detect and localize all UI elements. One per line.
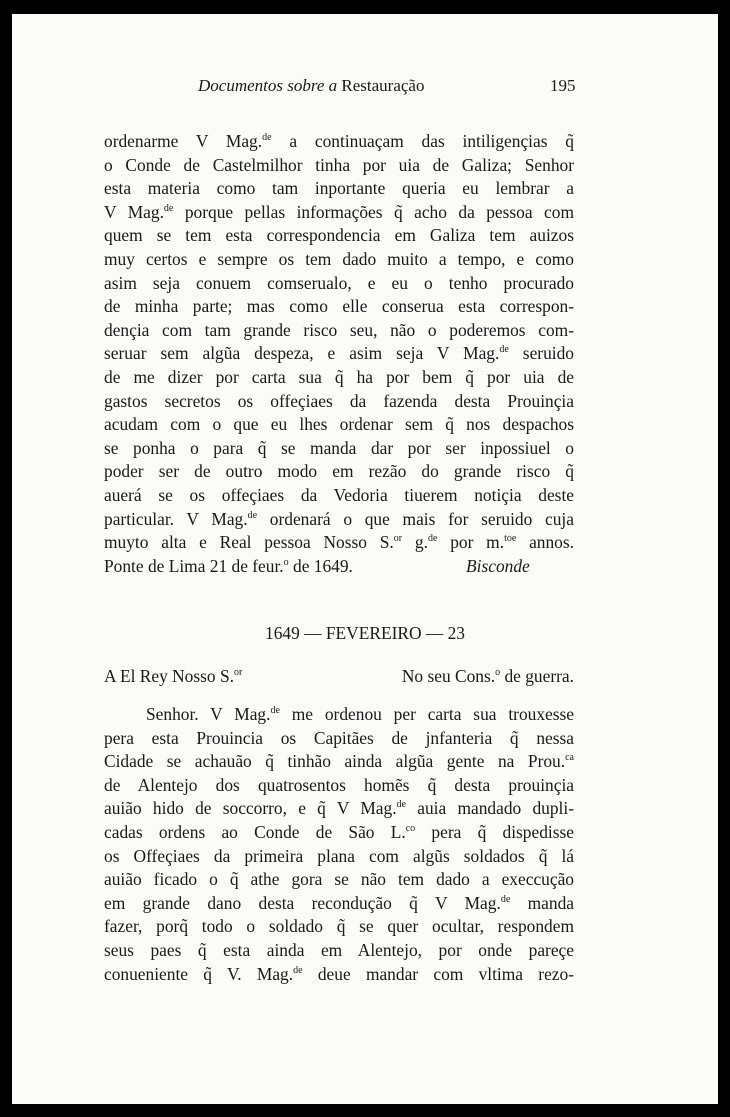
text-run: seruar sem algũa despeza, e asim seja V Mag. bbox=[104, 343, 500, 364]
superscript: de bbox=[163, 202, 174, 214]
text-line bbox=[104, 319, 574, 343]
text-line bbox=[104, 797, 574, 821]
text-line bbox=[104, 845, 574, 869]
text-run: Ponte de Lima 21 de feur. bbox=[104, 555, 284, 576]
text-line bbox=[104, 413, 574, 437]
superscript: de bbox=[247, 509, 258, 521]
text-run: por m. bbox=[437, 532, 505, 553]
superscript: de bbox=[293, 964, 303, 976]
text-run: de guerra. bbox=[500, 666, 574, 686]
text-run: Cidade se achauão q̃ tinhão ainda algũa gente na Prou. bbox=[104, 751, 566, 772]
text-line bbox=[104, 531, 574, 555]
text-run: particular. V Mag. bbox=[104, 508, 248, 529]
text-line bbox=[104, 727, 574, 751]
text-line bbox=[104, 366, 574, 390]
text-run: A El Rey Nosso S. bbox=[104, 666, 234, 686]
text-run: deue mandar com vltima rezo- bbox=[302, 963, 574, 984]
text-run: poder ser de outro modo em rezão do grande risco q̃ bbox=[104, 461, 574, 482]
running-title-italic: Documentos sobre a bbox=[198, 76, 338, 95]
text-run: o Conde de Castelmilhor tinha por uia de Galiza; Senhor bbox=[104, 154, 574, 175]
text-line bbox=[104, 508, 574, 532]
text-run: asim seja conuem comserualo, e eu o tenho procurado bbox=[104, 272, 574, 293]
text-run: V Mag. bbox=[104, 201, 164, 222]
superscript: toe bbox=[504, 533, 517, 545]
superscript: de bbox=[270, 705, 280, 716]
text-run: de 1649. bbox=[288, 555, 353, 576]
signature: Bisconde bbox=[466, 556, 530, 576]
superscript: or bbox=[393, 533, 403, 545]
text-run: g. bbox=[402, 532, 428, 553]
text-line bbox=[104, 750, 574, 774]
running-title bbox=[198, 76, 424, 96]
text-run: se ponha o para q̃ se manda dar por ser inpossiuel o bbox=[104, 437, 574, 458]
text-run: seus paes q̃ esta ainda em Alentejo, por onde pareçe bbox=[104, 939, 574, 960]
text-run: conueniente q̃ V. Mag. bbox=[104, 963, 294, 984]
text-run: gastos secretos os offeçiaes da fazenda desta Prouinçia bbox=[104, 390, 574, 411]
text-run: de minha parte; mas como elle conserua esta correspon- bbox=[104, 296, 574, 317]
text-line bbox=[104, 342, 574, 366]
page-number: 195 bbox=[550, 76, 576, 95]
text-line bbox=[104, 703, 574, 727]
text-line bbox=[104, 774, 574, 798]
text-line bbox=[104, 248, 574, 272]
text-line bbox=[104, 963, 574, 987]
text-line bbox=[104, 484, 574, 508]
text-run: auião hido de soccorro, e q̃ V Mag. bbox=[104, 798, 397, 819]
text-run: em grande dano desta recondução q̃ V Mag. bbox=[104, 892, 501, 913]
text-run: seruido bbox=[508, 343, 574, 364]
text-run: Senhor. V Mag. bbox=[146, 704, 271, 724]
text-run: manda bbox=[510, 892, 575, 913]
text-line bbox=[104, 224, 574, 248]
superscript: de bbox=[500, 893, 511, 905]
text-run: porque pellas informações q̃ acho da pessoa com bbox=[173, 201, 574, 222]
text-run: auerá se os offeçiaes da Vedoria tiuerem notiçia deste bbox=[104, 484, 574, 505]
text-run: pera esta Prouincia os Capitães de jnfanteria q̃ nessa bbox=[104, 727, 574, 748]
location bbox=[402, 666, 574, 687]
text-run: No seu Cons. bbox=[401, 666, 496, 686]
text-run: esta materia como tam inportante queria eu lembrar a bbox=[104, 178, 574, 199]
text-run: annos. bbox=[516, 532, 574, 553]
superscript: ca bbox=[565, 752, 574, 764]
text-run: muyto alta e Real pessoa Nosso S. bbox=[104, 532, 394, 553]
text-run: de Alentejo dos quatrosentos homẽs q̃ desta prouinçia bbox=[104, 774, 574, 795]
superscript: de bbox=[396, 799, 406, 811]
superscript: de bbox=[499, 344, 509, 356]
text-line bbox=[104, 201, 574, 225]
text-run: cadas ordens ao Conde de São L. bbox=[104, 821, 406, 842]
text-line bbox=[104, 154, 574, 178]
text-line bbox=[104, 272, 574, 296]
address-line bbox=[104, 666, 574, 690]
superscript: de bbox=[427, 533, 438, 545]
text-run: ordenarme V Mag. bbox=[104, 131, 263, 151]
text-line bbox=[104, 821, 574, 845]
text-run: de me dizer por carta sua q̃ ha por bem q̃ por uia de bbox=[104, 366, 574, 387]
text-run: ordenará o que mais for seruido cuja bbox=[257, 508, 574, 529]
text-run: pera q̃ dispedisse bbox=[415, 821, 575, 842]
text-line bbox=[104, 892, 574, 916]
text-run: muy certos e sempre os tem dado muito a tempo, e como bbox=[104, 248, 574, 269]
running-header bbox=[12, 76, 718, 100]
text-run: os Offeçiaes da primeira plana com algũs soldados q̃ lá bbox=[104, 845, 574, 866]
text-line bbox=[104, 177, 574, 201]
text-line bbox=[104, 390, 574, 414]
text-line bbox=[104, 130, 574, 154]
text-line bbox=[104, 939, 574, 963]
book-page bbox=[12, 14, 718, 1104]
text-run: acudam com o que eu lhes ordenar sem q̃ nos despachos bbox=[104, 414, 574, 435]
text-run: me ordenou per carta sua trouxesse bbox=[279, 704, 574, 724]
text-line bbox=[104, 437, 574, 461]
letter-1-body bbox=[104, 130, 574, 578]
text-run: dençia com tam grande risco seu, não o poderemos com- bbox=[104, 319, 574, 340]
text-run: auião ficado o q̃ athe gora se não tem dado a execcução bbox=[104, 869, 574, 890]
date-heading: 1649 — FEVEREIRO — 23 bbox=[265, 623, 465, 643]
running-title-roman: Restauração bbox=[341, 76, 425, 95]
superscript: o bbox=[283, 556, 289, 568]
superscript: de bbox=[262, 132, 272, 143]
superscript: o bbox=[495, 667, 501, 678]
text-line bbox=[104, 295, 574, 319]
text-line bbox=[104, 460, 574, 484]
text-run: a continuaçam das intiligençias q̃ bbox=[271, 131, 574, 151]
text-run: fazer, porq̃ todo o soldado q̃ se quer ocultar, respondem bbox=[104, 916, 574, 937]
text-line bbox=[104, 915, 574, 939]
letter-2-body bbox=[104, 703, 574, 986]
superscript: co bbox=[405, 822, 416, 834]
text-run: auia mandado dupli- bbox=[406, 798, 575, 819]
superscript: or bbox=[233, 667, 243, 678]
recipient bbox=[104, 666, 242, 687]
text-line bbox=[104, 868, 574, 892]
text-run: quem se tem esta correspondencia em Galiza tem auizos bbox=[104, 225, 574, 246]
